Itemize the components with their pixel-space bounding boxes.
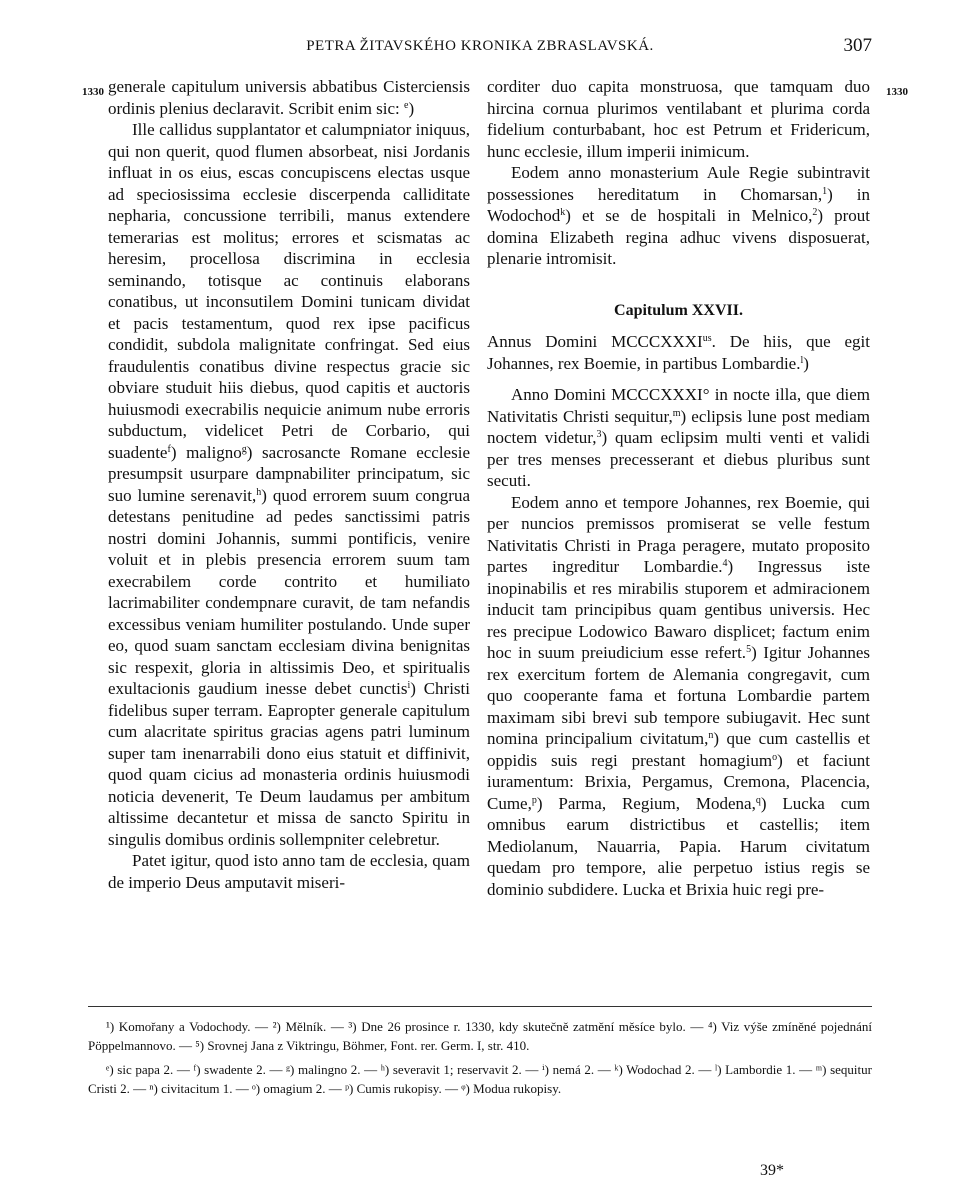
left-column [108, 76, 470, 893]
year-marker-left: 1330 [82, 86, 104, 98]
quoted-letter: Ille callidus supplantator et calumpniator iniquus, qui non querit, quod flumen absorbeat, nisi Jordanis influat in os eius, escas concupiscens electas usque ad speciosissima ecclesie discerpenda calliditate nepharia, concussione terribili, manus extendere temerarias est molitus; errores et scismatas ac heresim, procellosa discrimina in ecclesia seminando, totisque ac continuis elaborans conatibus, ut inconsutilem Domini tunicam dividat et pacis testamentum, quod rex ipse pacificus condidit, subdola malignitate confringat. Sed eius fraudulentis conatibus divine respectus gracie sic obviare studuit hiis diebus, quod capitis et auctoris huiusmodi execrabilis nequicie animum nube erroris subductum, videlicet Petri de Corbario, qui suadente$^f$) maligno$^g$) sacrosancte Romane ecclesie presumpsit usurpare dampnabiliter principatum, sic suo lumine serenavit,$^h$) quod errorem suum congrua detestans penitudine ad pedes sanctissimi patris nostri domini Johannis, summi pontificis, venire voluit et in plebis presencia errorem suum tam execrabilem corde contrito et humiliato lacrimabiliter condempnare curavit, de tam nefandis excessibus veniam humiliter postulando. Unde super eo, quod suam sanctam ecclesiam divina benignitas sic respexit, gloria in altissimis Deo, et spiritualis exultacionis gaudium inesse debet cunctis$^i$) Christi fidelibus super terram. Eapropter generale capitulum cum alacritate spiritus gracias agens patri luminum super tam inenarrabili dono eius statuit et diffinivit, quod quam cicius ad monasteria ordinis huiusmodi noticia devenerit, Te Deum laudamus per ambitum altissime decantetur et missa de sancto Spiritu in singulis domibus ordinis sollempniter celebretur. [108, 120, 470, 849]
paragraph: Eodem anno monasterium Aule Regie subintravit possessiones hereditatum in Chomarsan,$^1$) in Wodochod$^k$) et se de hospitali in Melnico,$^2$) prout domina Elizabeth regina adhuc vivens disposuerat, plenarie intromisit. [487, 163, 870, 268]
year-marker-right: 1330 [886, 86, 908, 98]
paragraph: Eodem anno et tempore Johannes, rex Boemie, qui per nuncios premissos promiserat se velle festum Nativitatis Christi in Praga peragere, mutato proposito partes ingreditur Lombardie.$^4$) Ingressus iste inopinabilis et res mirabilis stuporem et admiracionem inducit tam principibus quam gentibus universis. Hec res precipue Lodowico Bawaro displicet; factum enim hoc in suum preiudicium esse refert.$^5$) Igitur Johannes rex exercitum fortem de Alemania congregavit, cum quo cooperante fama et fortuna Lombardie partem maximam sibi brevi sub tempore subiugavit. Hec sunt nomina principalium civitatum,$^n$) que cum castellis et oppidis suis regi prestant homagium$^o$) et faciunt iuramentum: Brixia, Pergamus, Cremona, Placencia, Cume,$^p$) Parma, Regium, Modena,$^q$) Lucka cum omnibus earum districtibus et castellis; item Mediolanum, Nauarria, Papia. Harum civitatum quedam pro tempore, alie perpetuo istius regis se dominio subdidere. Lucka et Brixia huic regi pre- [487, 492, 870, 899]
page-number: 307 [843, 35, 872, 56]
paragraph: generale capitulum universis abbatibus Cisterciensis ordinis plenius declaravit. Scribit enim sic: $^e$) [108, 77, 470, 118]
lettered-footnotes: ᵉ) sic papa 2. — ᶠ) swadente 2. — ᵍ) malingno 2. — ʰ) severavit 1; reservavit 2. — ⁱ) nemá 2. — ᵏ) Wodochad 2. — ˡ) Lambordie 1. — ᵐ) sequitur Cristi 2. — ⁿ) civitacitum 1. — ᵒ) omagium 2. — ᵖ) Cumis rukopisy. — ᵠ) Modua rukopisy. [88, 1062, 872, 1096]
signature-mark: 39* [760, 1162, 784, 1179]
footnotes [88, 1018, 872, 1104]
chapter-heading: Capitulum XXVII. [614, 301, 743, 319]
paragraph: corditer duo capita monstruosa, que tamquam duo hircina cornua plurimos ventilabant et plurima corda fidelium conturbabant, hoc est Petrum et Fridericum, hunc ecclesie, illum imperii inimicum. [487, 77, 870, 161]
paragraph: Anno Domini MCCCXXXI° in nocte illa, que diem Nativitatis Christi sequitur,$^m$) eclipsis lune post mediam noctem videtur,$^3$) quam eclipsim multi venti et validi per tres menses precesserant et diebus pluribus sunt secuti. [487, 385, 870, 490]
paragraph: Patet igitur, quod isto anno tam de ecclesia, quam de imperio Deus amputavit miseri- [108, 851, 470, 892]
running-header [0, 36, 960, 60]
chapter-summary: Annus Domini $MCCCXXXI^{us}$. De hiis, que egit Johannes, rex Boemie, in partibus Lombardie.$^l$) [487, 332, 870, 373]
running-title: PETRA ŽITAVSKÉHO KRONIKA ZBRASLAVSKÁ. [306, 38, 654, 54]
numbered-footnotes: ¹) Komořany a Vodochody. — ²) Mělník. — ³) Dne 26 prosince r. 1330, kdy skutečně zatmění měsíce bylo. — ⁴) Viz výše zmíněné pojednání Pöppelmannovo. — ⁵) Srovnej Jana z Viktringu, Böhmer, Font. rer. Germ. I, str. 410. [88, 1019, 872, 1053]
right-column [487, 76, 870, 900]
footnote-divider [88, 1006, 872, 1007]
